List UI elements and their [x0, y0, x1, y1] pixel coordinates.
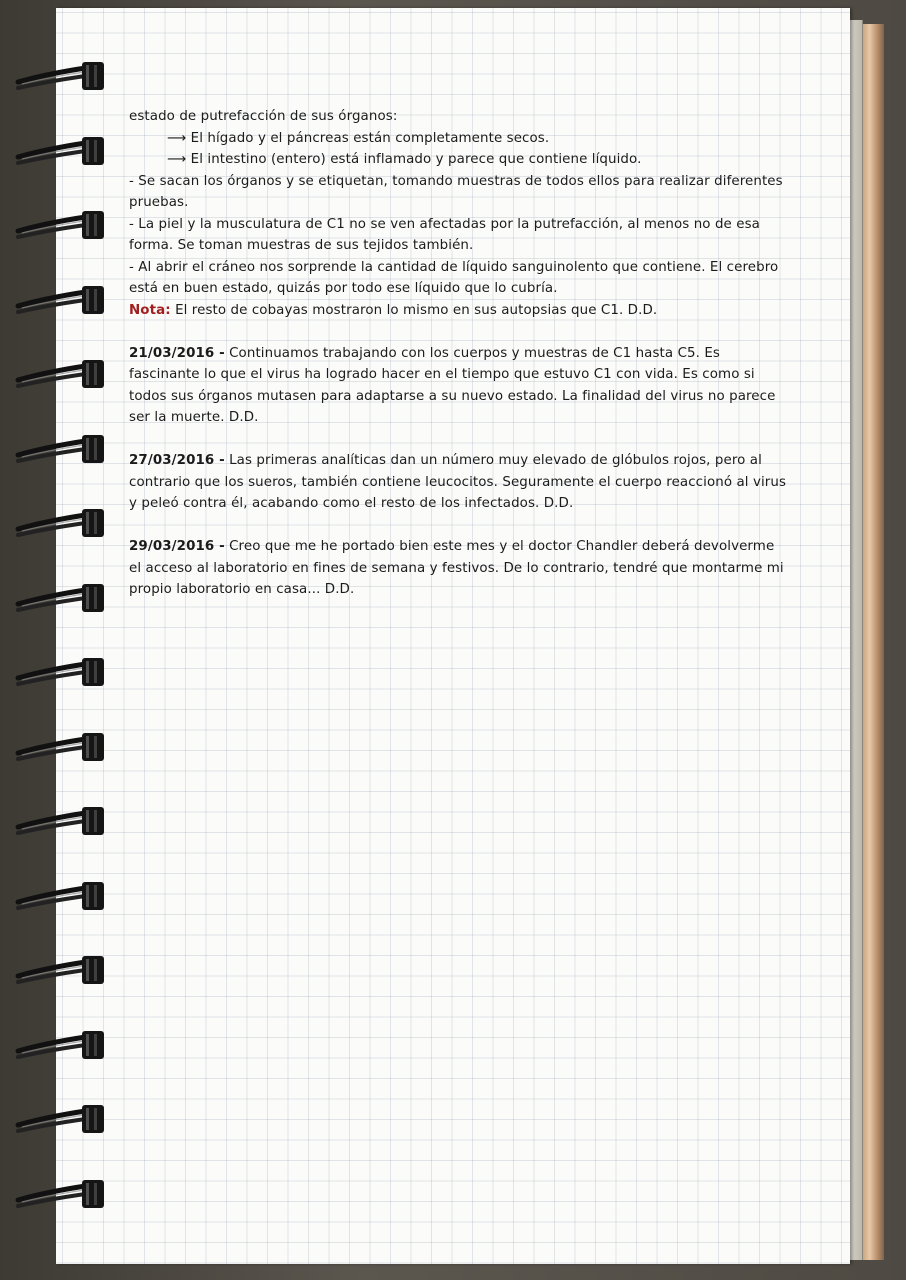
- spiral-ring: [14, 654, 106, 688]
- entry-text: Las primeras analíticas dan un número muy elevado de glóbulos rojos, pero al contrario que los sueros, también contiene leucocitos. Seguramente el cuerpo reaccionó al virus y peleó contra él, acabando como el resto de los infectados. D.D.: [129, 453, 787, 511]
- spiral-ring: [14, 133, 106, 167]
- dash-item: - La piel y la musculatura de C1 no se ven afectadas por la putrefacción, al menos no de esa forma. Se toman muestras de sus tejidos también.: [129, 216, 760, 253]
- note-label: Nota:: [129, 302, 171, 318]
- spiral-ring: [14, 1027, 106, 1061]
- entry-text: Continuamos trabajando con los cuerpos y muestras de C1 hasta C5. Es fascinante lo que el virus ha logrado hacer en el tiempo que estuvo C1 con vida. Es como si todos sus órganos mutasen para adaptarse a su nuevo estado. La finalidad del virus no parece ser la muerte. D.D.: [129, 345, 776, 425]
- spiral-ring: [14, 505, 106, 539]
- spiral-ring: [14, 1176, 106, 1210]
- arrow-item: [129, 149, 789, 171]
- arrow-item-text: El intestino (entero) está inflamado y parece que contiene líquido.: [190, 152, 642, 167]
- entry-date: 27/03/2016 -: [129, 453, 225, 468]
- entry-text: Creo que me he portado bien este mes y el doctor Chandler deberá devolverme el acceso al laboratorio en fines de semana y festivos. De lo contrario, tendré que montarme mi propio laboratorio en casa... D.D.: [129, 539, 784, 597]
- journal-entry: [129, 450, 789, 515]
- spiral-ring: [14, 952, 106, 986]
- spiral-ring: [14, 729, 106, 763]
- note: [129, 300, 789, 322]
- notebook-back-cover: [862, 24, 884, 1260]
- intro-line: estado de putrefacción de sus órganos:: [129, 109, 398, 124]
- spiral-ring: [14, 356, 106, 390]
- spiral-ring: [14, 207, 106, 241]
- arrow-icon: ⟶: [167, 152, 187, 167]
- journal-entry: [129, 536, 789, 601]
- arrow-icon: ⟶: [167, 130, 187, 146]
- spiral-ring: [14, 580, 106, 614]
- arrow-item: [129, 128, 789, 150]
- spiral-ring: [14, 1101, 106, 1135]
- journal-entry: [129, 343, 789, 429]
- spiral-ring: [14, 431, 106, 465]
- spiral-ring: [14, 282, 106, 316]
- note-text: El resto de cobayas mostraron lo mismo en sus autopsias que C1. D.D.: [175, 302, 658, 318]
- entry-date: 21/03/2016 -: [129, 345, 225, 361]
- entry-date: 29/03/2016 -: [129, 539, 225, 554]
- spiral-ring: [14, 58, 106, 92]
- spiral-ring: [14, 878, 106, 912]
- arrow-item-text: El hígado y el páncreas están completamente secos.: [190, 130, 550, 146]
- dash-item: - Se sacan los órganos y se etiquetan, tomando muestras de todos ellos para realizar diferentes pruebas.: [129, 173, 783, 210]
- dash-item: - Al abrir el cráneo nos sorprende la cantidad de líquido sanguinolento que contiene. El cerebro está en buen estado, quizás por todo ese líquido que lo cubría.: [129, 259, 779, 296]
- spiral-ring: [14, 803, 106, 837]
- notebook-page-edges: [848, 20, 863, 1260]
- journal-text: [129, 106, 789, 601]
